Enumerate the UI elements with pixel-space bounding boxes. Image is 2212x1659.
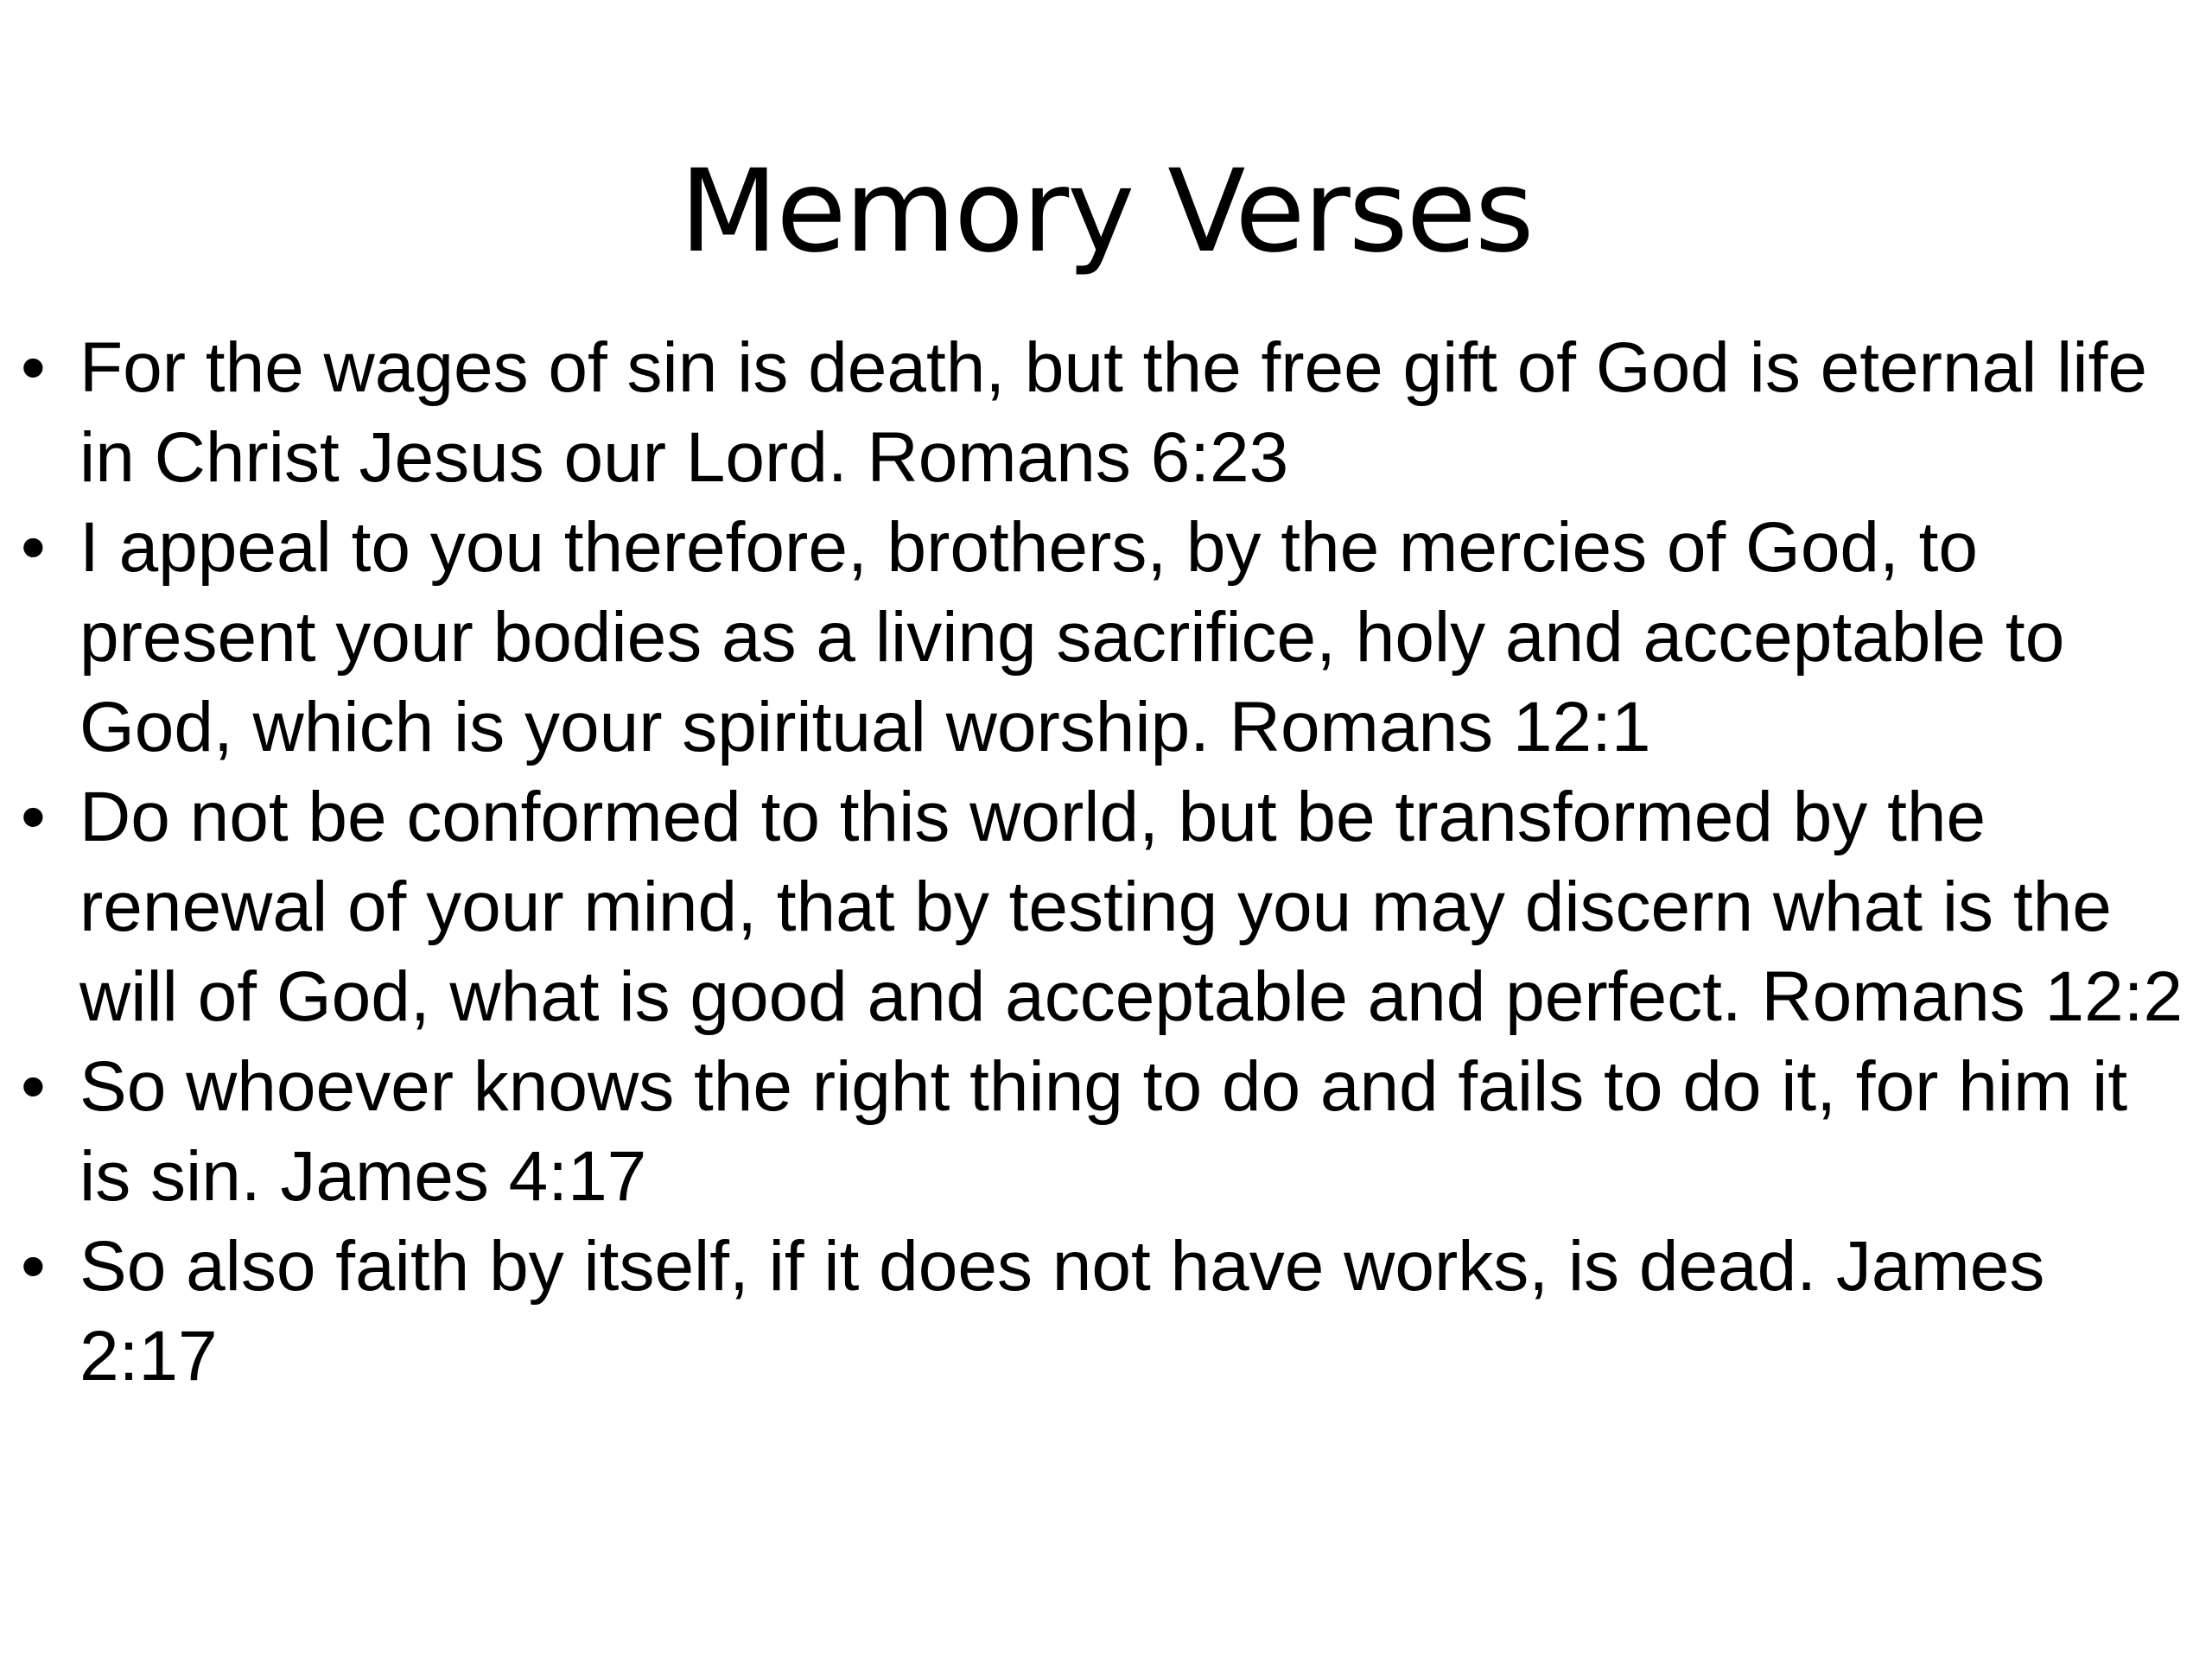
verse-text: So whoever knows the right thing to do and fails to do it, for him it is sin. James 4:17 xyxy=(79,1047,2128,1216)
bullet-icon: • xyxy=(21,328,46,407)
bullet-icon: • xyxy=(21,508,46,587)
verse-item xyxy=(0,772,2212,1042)
verse-item xyxy=(0,1042,2212,1222)
slide-title: Memory Verses xyxy=(679,145,1533,278)
verse-text: Do not be conformed to this world, but be transformed by the renewal of your mind, that by testing you may discern what is the will of God, what is good and acceptable and perfect. Romans 12:2 xyxy=(79,778,2183,1036)
verse-text: For the wages of sin is death, but the free gift of God is eternal life in Christ Jesus our Lord. Romans 6:23 xyxy=(79,328,2147,497)
verse-text: I appeal to you therefore, brothers, by the mercies of God, to present your bodies as a living sacrifice, holy and acceptable to God, which is your spiritual worship. Romans 12:1 xyxy=(79,508,2065,766)
verse-list xyxy=(0,323,2212,1402)
bullet-icon: • xyxy=(21,1047,46,1126)
verse-item xyxy=(0,503,2212,772)
bullet-icon: • xyxy=(21,1227,46,1306)
verse-text: So also faith by itself, if it does not have works, is dead. James 2:17 xyxy=(79,1227,2045,1395)
verse-item xyxy=(0,323,2212,503)
bullet-icon: • xyxy=(21,778,46,856)
verse-item xyxy=(0,1222,2212,1402)
